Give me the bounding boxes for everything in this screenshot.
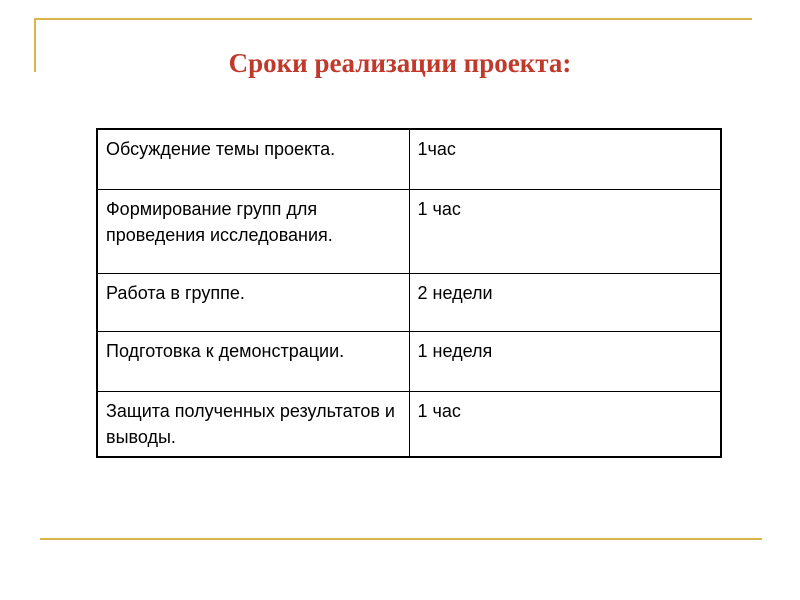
task-cell: Формирование групп для проведения исследования.: [97, 189, 409, 273]
duration-cell: 1 час: [409, 189, 721, 273]
duration-cell: 1 неделя: [409, 331, 721, 391]
slide-title: Сроки реализации проекта:: [228, 48, 572, 78]
schedule-table-container: [96, 128, 722, 458]
task-cell: Обсуждение темы проекта.: [97, 129, 409, 189]
decorative-bottom-line: [40, 538, 762, 540]
duration-cell: 1час: [409, 129, 721, 189]
schedule-table: [96, 128, 722, 458]
task-cell: Защита полученных результатов и выводы.: [97, 391, 409, 457]
task-cell: Подготовка к демонстрации.: [97, 331, 409, 391]
task-cell: Работа в группе.: [97, 273, 409, 331]
duration-cell: 2 недели: [409, 273, 721, 331]
table-row: [97, 331, 721, 391]
table-row: [97, 129, 721, 189]
table-row: [97, 273, 721, 331]
decorative-top-line: [34, 18, 752, 20]
table-row: [97, 189, 721, 273]
table-row: [97, 391, 721, 457]
duration-cell: 1 час: [409, 391, 721, 457]
